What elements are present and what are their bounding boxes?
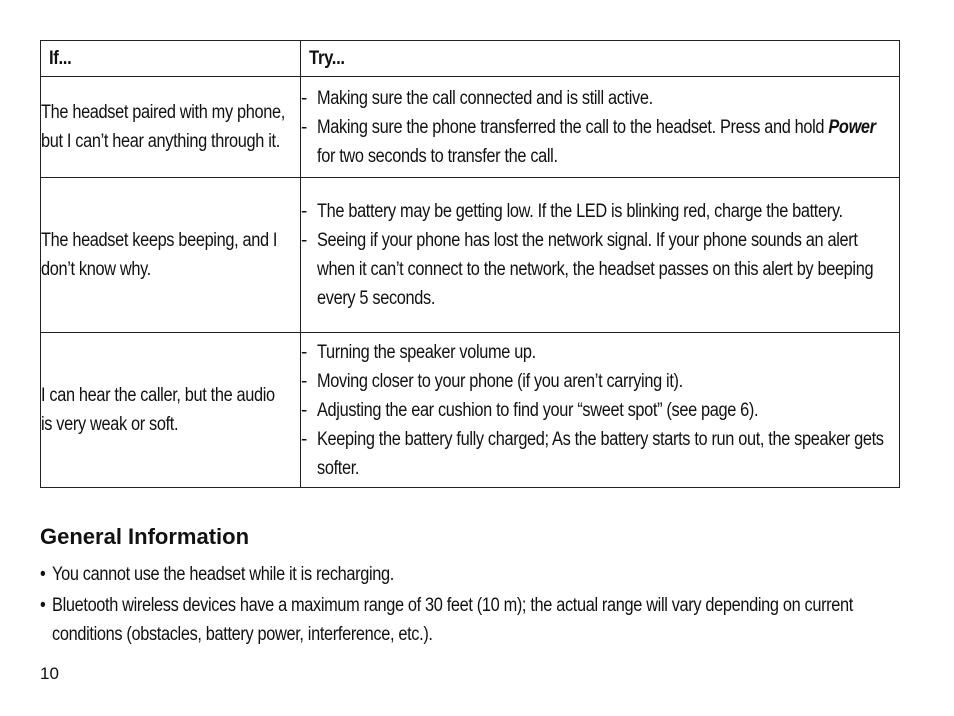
solution-text-part: Making sure the phone transferred the call to the headset. Press and hold <box>317 116 829 138</box>
header-try: Try... <box>301 41 900 77</box>
solution-item <box>301 396 899 425</box>
info-text: Bluetooth wireless devices have a maximum range of 30 feet (10 m); the actual range will vary depending on current conditions (obstacles, battery power, interference, etc.). <box>52 595 853 645</box>
bullet-marker: • <box>40 595 46 616</box>
dash-marker: - <box>301 428 307 450</box>
dash-marker: - <box>301 87 307 109</box>
solution-list <box>301 197 899 313</box>
page-number: 10 <box>40 664 59 683</box>
header-if: If... <box>41 41 301 77</box>
condition-text: The headset paired with my phone, but I can’t hear anything through it. <box>41 102 285 152</box>
condition-text: I can hear the caller, but the audio is very weak or soft. <box>41 385 275 435</box>
solution-item <box>301 338 899 367</box>
solution-item <box>301 425 899 483</box>
table-row <box>41 178 900 333</box>
bullet-marker: • <box>40 564 46 585</box>
solution-text: Making sure the call connected and is still active. <box>317 87 653 109</box>
solution-text-part: for two seconds to transfer the call. <box>317 145 558 167</box>
condition-text: The headset keeps beeping, and I don’t know why. <box>41 230 278 280</box>
table-header-row <box>41 41 900 77</box>
solution-text: Turning the speaker volume up. <box>317 341 536 363</box>
table-row <box>41 333 900 488</box>
condition-cell <box>41 77 301 178</box>
general-information-list <box>40 560 900 651</box>
condition-cell <box>41 178 301 333</box>
dash-marker: - <box>301 370 307 392</box>
solution-text: Seeing if your phone has lost the network signal. If your phone sounds an alert when it can’t connect to the network, the headset passes on this alert by beeping every 5 seconds. <box>317 230 874 309</box>
dash-marker: - <box>301 201 307 222</box>
solution-text: The battery may be getting low. If the LED is blinking red, charge the battery. <box>317 201 843 222</box>
info-text: You cannot use the headset while it is recharging. <box>52 564 394 585</box>
list-item <box>40 560 900 589</box>
dash-marker: - <box>301 399 307 421</box>
dash-marker: - <box>301 230 307 251</box>
solution-list <box>301 84 899 171</box>
solution-item <box>301 367 899 396</box>
solution-text: Adjusting the ear cushion to ﬁnd your “sweet spot” (see page 6). <box>317 399 759 421</box>
solution-item <box>301 226 899 313</box>
solution-item <box>301 84 899 113</box>
solution-cell <box>301 77 900 178</box>
condition-cell <box>41 333 301 488</box>
dash-marker: - <box>301 341 307 363</box>
solution-cell <box>301 333 900 488</box>
solution-item <box>301 197 899 226</box>
list-item <box>40 591 912 649</box>
solution-list <box>301 338 899 483</box>
power-emphasis: Power <box>828 116 876 138</box>
solution-cell <box>301 178 900 333</box>
solution-item <box>301 113 899 171</box>
solution-text <box>317 113 885 171</box>
solution-text: Keeping the battery fully charged; As the battery starts to run out, the speaker gets softer. <box>317 428 884 479</box>
troubleshooting-table <box>40 40 900 488</box>
solution-text: Moving closer to your phone (if you aren’t carrying it). <box>317 370 683 392</box>
general-information-heading: General Information <box>40 524 250 549</box>
table-row <box>41 77 900 178</box>
dash-marker: - <box>301 116 307 138</box>
